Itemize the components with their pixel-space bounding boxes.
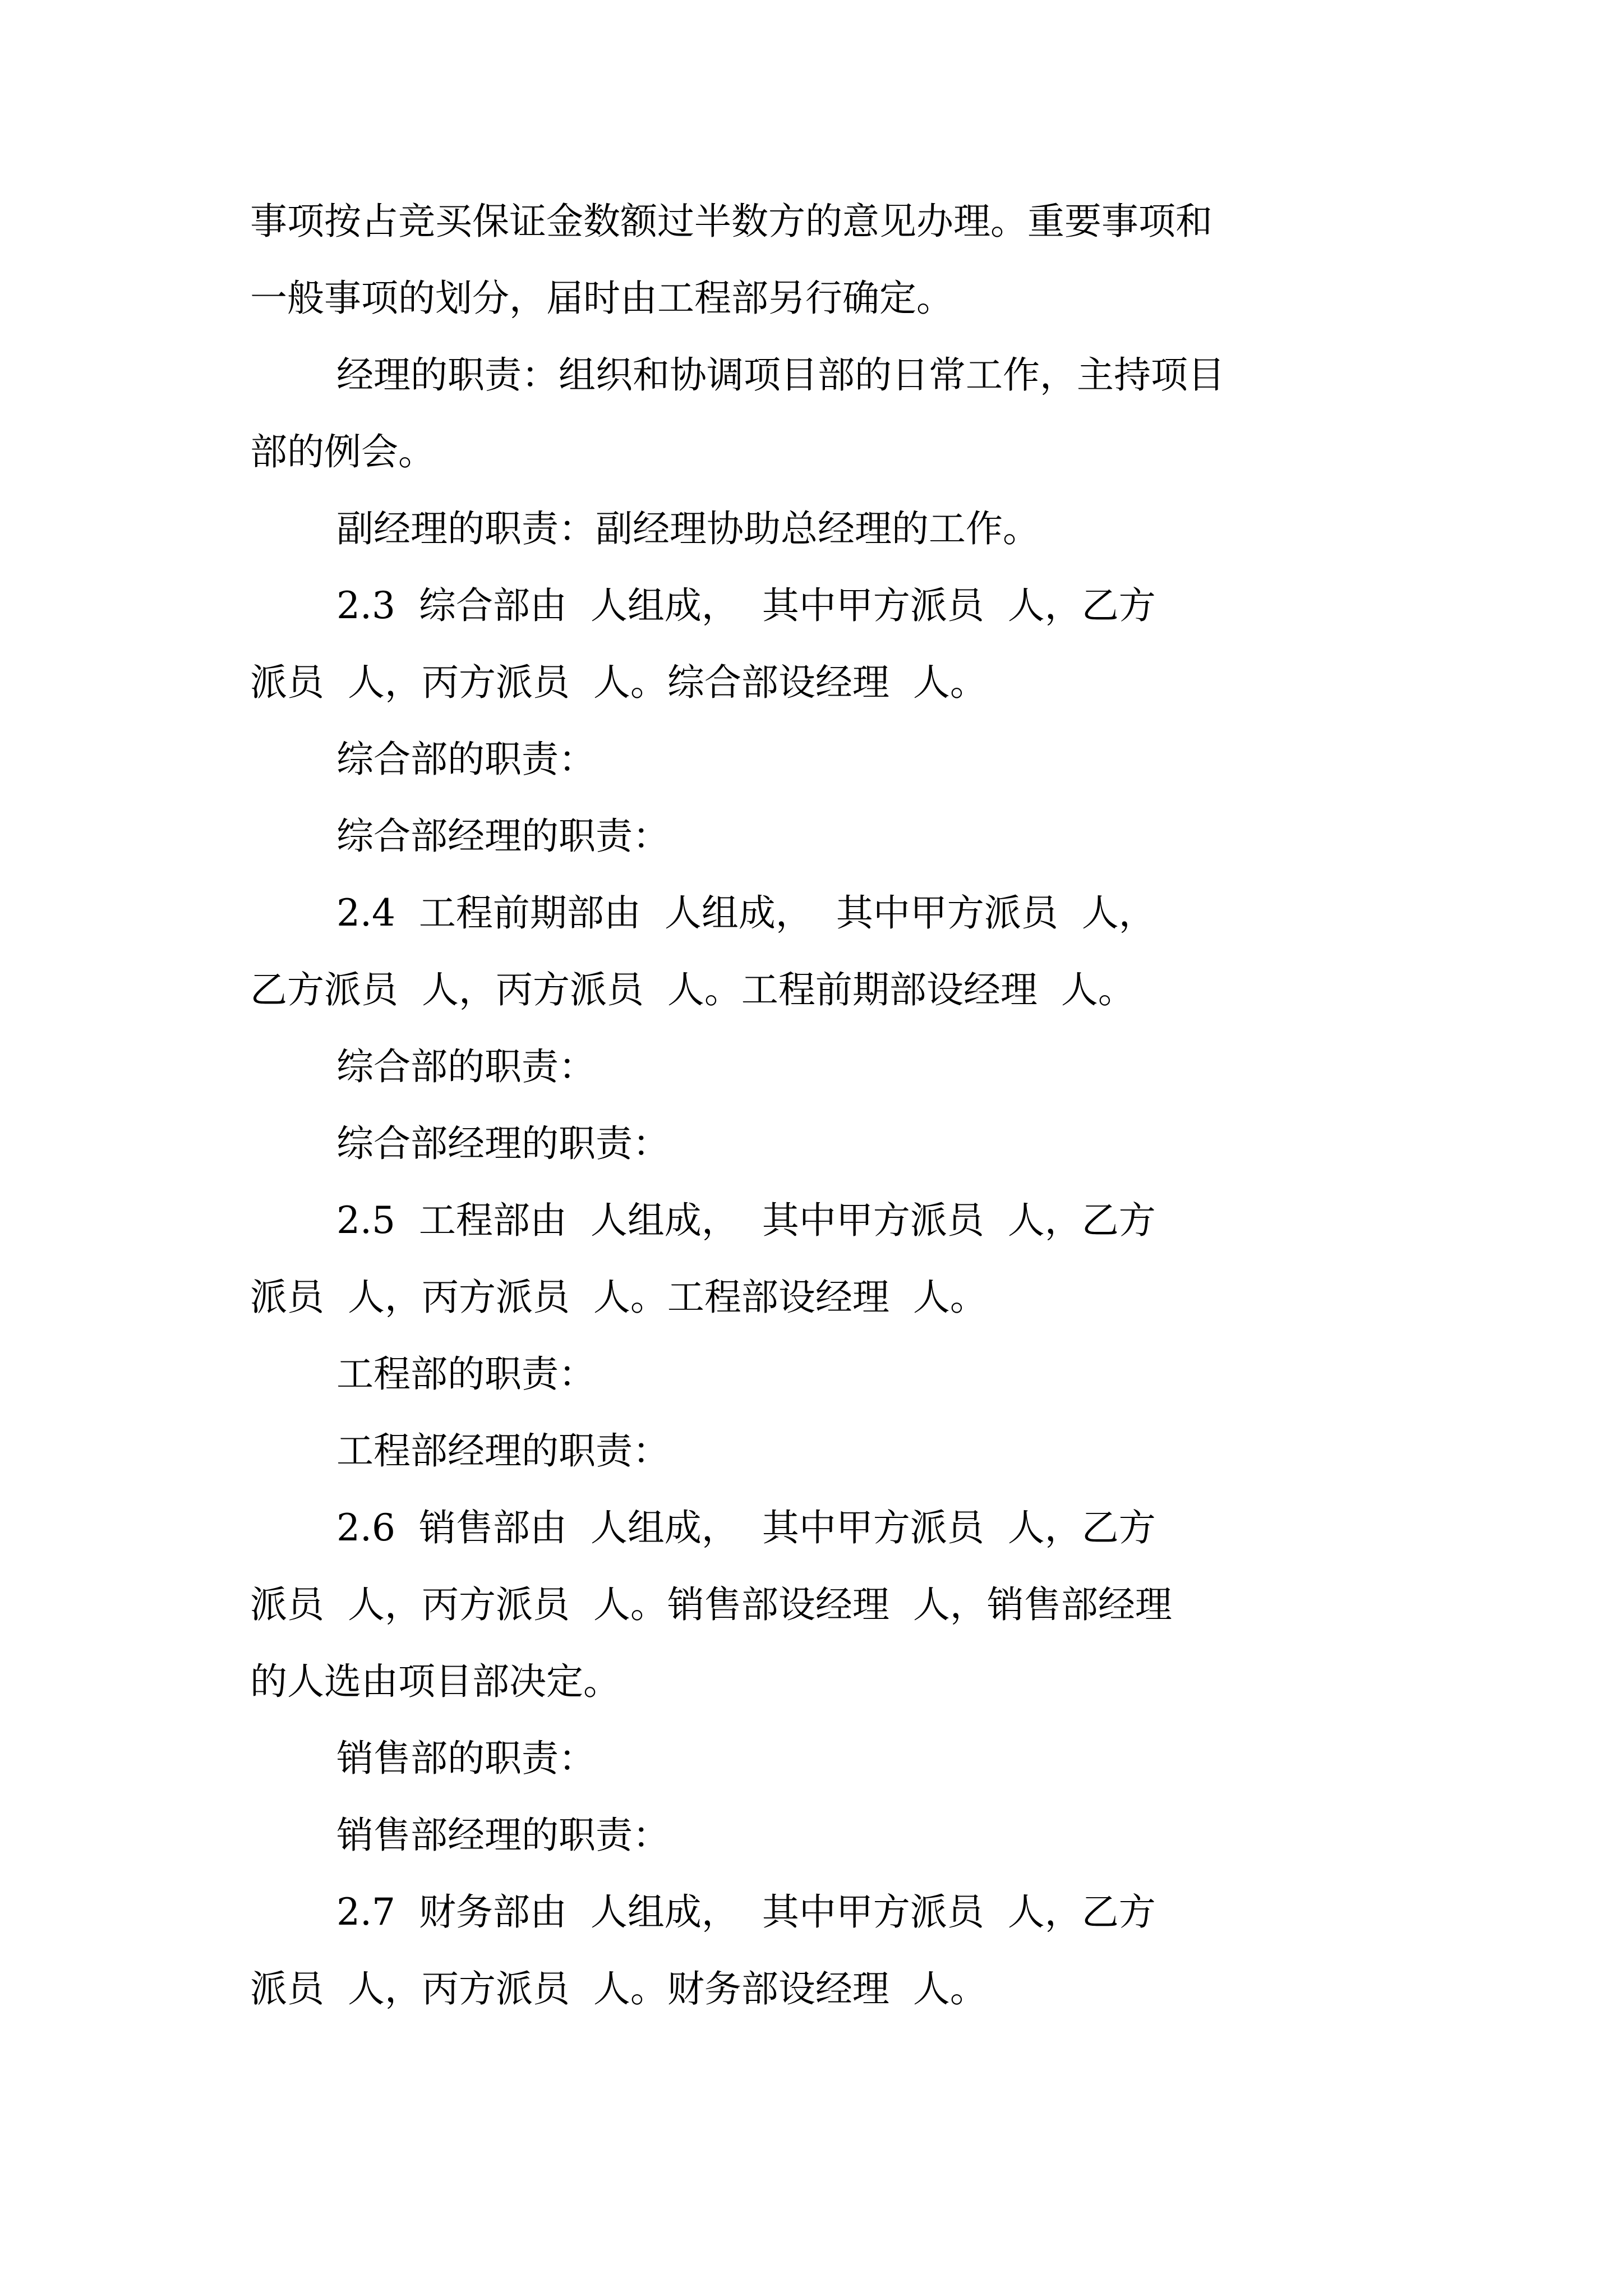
- clause-line-2-7: 2.7 财务部由 人组成， 其中甲方派员 人，乙方: [336, 1890, 1156, 1934]
- duty-heading: 销售部的职责：: [336, 1737, 596, 1780]
- paragraph-first-line: 副经理的职责：副经理协助总经理的工作。: [336, 507, 1040, 550]
- continuation-line: 派员 人，丙方派员 人。工程部设经理 人。: [250, 1276, 987, 1319]
- continuation-line: 派员 人，丙方派员 人。销售部设经理 人，销售部经理: [250, 1583, 1172, 1626]
- continuation-line: 派员 人，丙方派员 人。综合部设经理 人。: [250, 661, 987, 704]
- continuation-line: 乙方派员 人，丙方派员 人。工程前期部设经理 人。: [250, 968, 1135, 1011]
- continuation-line: 事项按占竞买保证金数额过半数方的意见办理。重要事项和: [250, 200, 1212, 243]
- duty-heading: 销售部经理的职责：: [336, 1814, 670, 1857]
- duty-heading: 工程部经理的职责：: [336, 1429, 670, 1473]
- clause-line-2-6: 2.6 销售部由 人组成， 其中甲方派员 人，乙方: [336, 1506, 1156, 1549]
- clause-line-2-3: 2.3 综合部由 人组成， 其中甲方派员 人，乙方: [336, 584, 1156, 627]
- duty-heading: 综合部的职责：: [336, 738, 596, 781]
- continuation-line: 一般事项的划分，届时由工程部另行确定。: [250, 277, 953, 320]
- continuation-line: 派员 人，丙方派员 人。财务部设经理 人。: [250, 1967, 987, 2010]
- paragraph-first-line: 经理的职责：组织和协调项目部的日常工作，主持项目: [336, 353, 1225, 397]
- duty-heading: 综合部经理的职责：: [336, 1122, 670, 1165]
- clause-line-2-5: 2.5 工程部由 人组成， 其中甲方派员 人，乙方: [336, 1199, 1156, 1242]
- continuation-line: 部的例会。: [250, 430, 435, 473]
- duty-heading: 综合部的职责：: [336, 1045, 596, 1088]
- clause-line-2-4: 2.4 工程前期部由 人组成， 其中甲方派员 人，: [336, 891, 1156, 935]
- continuation-line: 的人选由项目部决定。: [250, 1660, 620, 1703]
- duty-heading: 工程部的职责：: [336, 1352, 596, 1396]
- duty-heading: 综合部经理的职责：: [336, 815, 670, 858]
